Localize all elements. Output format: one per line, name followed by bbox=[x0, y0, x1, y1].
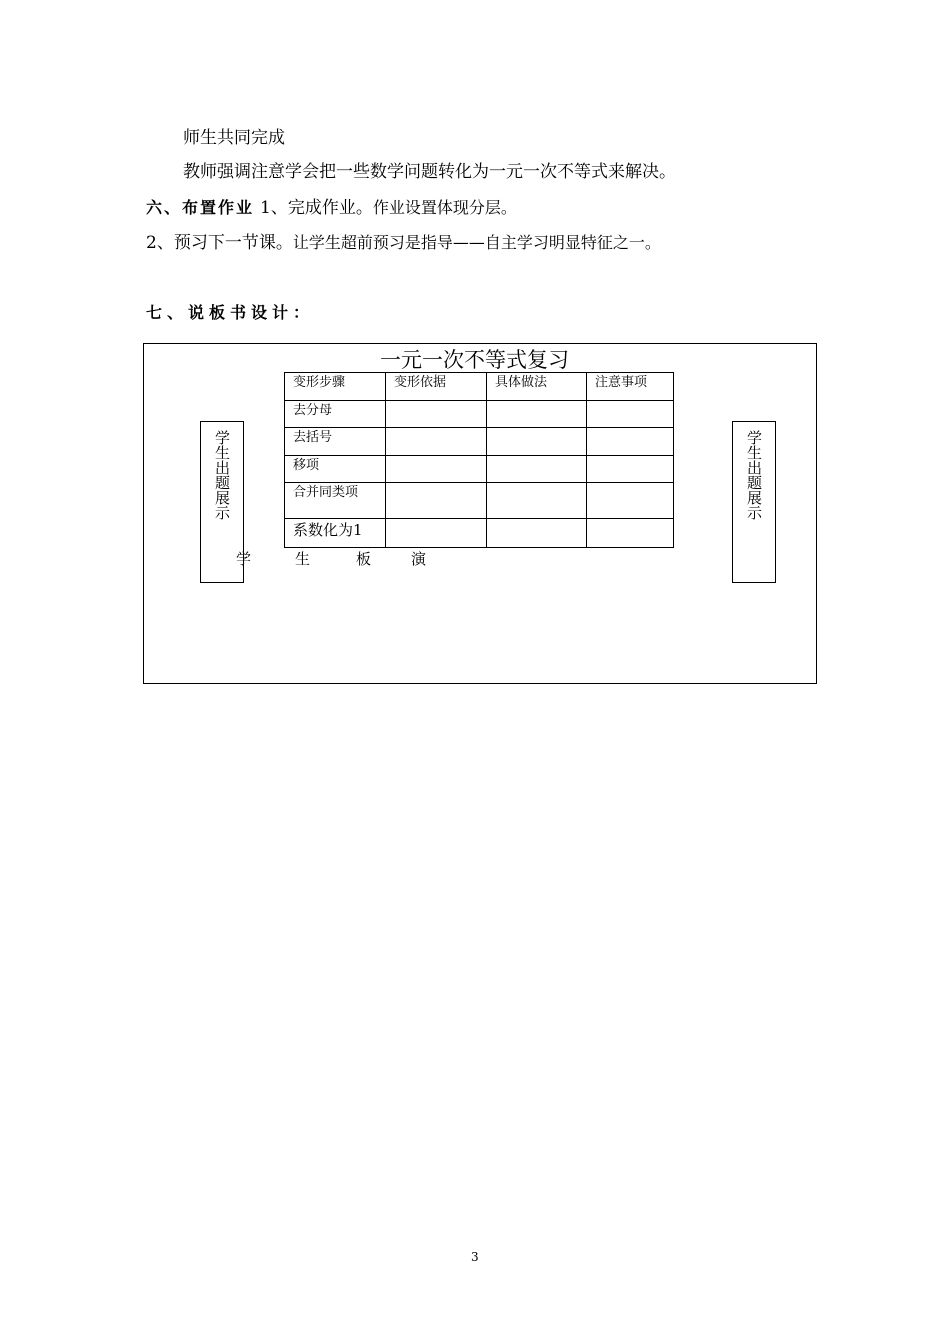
table-row-label: 去括号 bbox=[285, 428, 386, 456]
board-word: 生 bbox=[295, 550, 311, 568]
table-cell bbox=[386, 428, 487, 456]
table-cell bbox=[487, 456, 587, 483]
table-cell bbox=[587, 456, 674, 483]
paragraph-3 bbox=[146, 198, 517, 218]
table-cell bbox=[587, 428, 674, 456]
table-row-label: 系数化为1 bbox=[285, 519, 386, 548]
homework-bold-text: 作业设置体现分层。 bbox=[372, 198, 517, 217]
table-cell bbox=[487, 401, 587, 428]
table-cell bbox=[487, 519, 587, 548]
table-cell bbox=[587, 519, 674, 548]
table-cell bbox=[587, 401, 674, 428]
board-word: 演 bbox=[411, 550, 427, 568]
left-box-label: 学生出题展示 bbox=[213, 430, 231, 520]
table-cell bbox=[587, 483, 674, 519]
table-header: 具体做法 bbox=[487, 373, 587, 401]
table-row-label: 移项 bbox=[285, 456, 386, 483]
board-word: 学 bbox=[236, 550, 252, 568]
table-row-label: 合并同类项 bbox=[285, 483, 386, 519]
table-cell bbox=[487, 483, 587, 519]
section-heading-board-design: 七、说板书设计： bbox=[146, 303, 315, 322]
board-title: 一元一次不等式复习 bbox=[380, 348, 569, 372]
table-header: 注意事项 bbox=[587, 373, 674, 401]
table-cell bbox=[386, 519, 487, 548]
steps-table bbox=[284, 372, 674, 548]
paragraph-4 bbox=[146, 233, 661, 253]
table-cell bbox=[386, 401, 487, 428]
table-row-label: 去分母 bbox=[285, 401, 386, 428]
board-word: 板 bbox=[356, 550, 372, 568]
table-header: 变形依据 bbox=[386, 373, 487, 401]
table-header: 变形步骤 bbox=[285, 373, 386, 401]
page-number: 3 bbox=[471, 1250, 479, 1264]
table-cell bbox=[487, 428, 587, 456]
paragraph-2: 教师强调注意学会把一些数学问题转化为一元一次不等式来解决。 bbox=[183, 162, 676, 182]
section-heading-homework: 六、布置作业 bbox=[146, 198, 255, 217]
preview-bold-text: 让学生超前预习是指导——自主学习明显特征之一。 bbox=[292, 233, 661, 252]
table-cell bbox=[386, 483, 487, 519]
right-student-box bbox=[732, 421, 776, 583]
paragraph-1: 师生共同完成 bbox=[183, 128, 285, 148]
table-cell bbox=[386, 456, 487, 483]
homework-text: 1、完成作业。 bbox=[260, 198, 373, 218]
preview-text: 2、预习下一节课。 bbox=[146, 233, 293, 253]
right-box-label: 学生出题展示 bbox=[745, 430, 763, 520]
